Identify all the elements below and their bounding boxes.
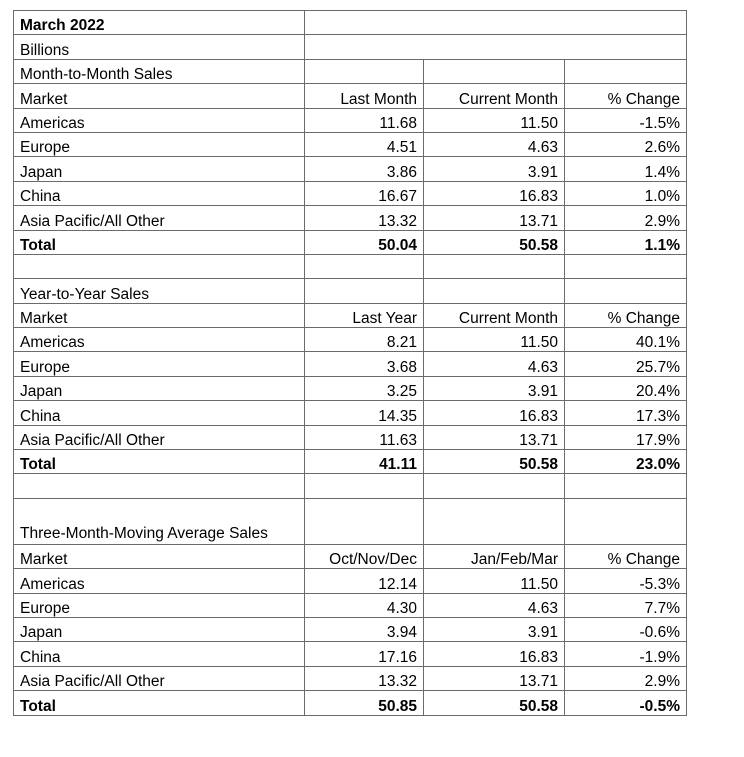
percent-change-column-header: % Change xyxy=(565,544,687,568)
table-row xyxy=(14,642,687,666)
empty-cell xyxy=(305,254,424,278)
market-name: Japan xyxy=(14,157,305,181)
empty-cell xyxy=(424,279,565,303)
market-name: Asia Pacific/All Other xyxy=(14,666,305,690)
units-label: Billions xyxy=(14,35,305,59)
prior-period-column-header: Oct/Nov/Dec xyxy=(305,544,424,568)
current-value: 16.83 xyxy=(424,642,565,666)
prior-value: 4.51 xyxy=(305,132,424,156)
table-row xyxy=(14,425,687,449)
total-label: Total xyxy=(14,691,305,715)
empty-cell xyxy=(565,474,687,498)
prior-value: 3.86 xyxy=(305,157,424,181)
market-name: Europe xyxy=(14,352,305,376)
empty-cell xyxy=(305,474,424,498)
percent-change: -1.5% xyxy=(565,108,687,132)
empty-cell xyxy=(305,498,424,544)
prior-value: 12.14 xyxy=(305,569,424,593)
table-row xyxy=(14,108,687,132)
units-row xyxy=(14,35,687,59)
empty-cell xyxy=(424,474,565,498)
empty-cell xyxy=(305,59,424,83)
section-title-row xyxy=(14,59,687,83)
current-value: 4.63 xyxy=(424,352,565,376)
empty-cell xyxy=(305,279,424,303)
prior-value: 13.32 xyxy=(305,206,424,230)
percent-change: 2.6% xyxy=(565,132,687,156)
sales-table xyxy=(13,10,687,716)
total-prior-value: 50.85 xyxy=(305,691,424,715)
prior-value: 3.25 xyxy=(305,376,424,400)
total-current-value: 50.58 xyxy=(424,691,565,715)
report-title: March 2022 xyxy=(14,11,305,35)
prior-value: 17.16 xyxy=(305,642,424,666)
market-name: China xyxy=(14,181,305,205)
empty-cell xyxy=(424,498,565,544)
percent-change: 2.9% xyxy=(565,666,687,690)
section-title: Three-Month-Moving Average Sales xyxy=(14,498,305,544)
current-value: 3.91 xyxy=(424,376,565,400)
total-current-value: 50.58 xyxy=(424,230,565,254)
current-value: 3.91 xyxy=(424,617,565,641)
current-value: 4.63 xyxy=(424,132,565,156)
market-name: Europe xyxy=(14,132,305,156)
market-name: Asia Pacific/All Other xyxy=(14,206,305,230)
empty-cell xyxy=(565,59,687,83)
current-value: 4.63 xyxy=(424,593,565,617)
market-name: China xyxy=(14,401,305,425)
prior-value: 4.30 xyxy=(305,593,424,617)
table-row xyxy=(14,617,687,641)
prior-value: 13.32 xyxy=(305,666,424,690)
percent-change: 1.0% xyxy=(565,181,687,205)
prior-value: 8.21 xyxy=(305,328,424,352)
prior-period-column-header: Last Year xyxy=(305,303,424,327)
column-header-row xyxy=(14,84,687,108)
prior-value: 16.67 xyxy=(305,181,424,205)
prior-value: 3.68 xyxy=(305,352,424,376)
market-name: Europe xyxy=(14,593,305,617)
market-name: Americas xyxy=(14,328,305,352)
current-period-column-header: Current Month xyxy=(424,303,565,327)
percent-change-column-header: % Change xyxy=(565,303,687,327)
total-percent-change: 1.1% xyxy=(565,230,687,254)
current-period-column-header: Current Month xyxy=(424,84,565,108)
column-header-row xyxy=(14,303,687,327)
market-column-header: Market xyxy=(14,84,305,108)
table-row xyxy=(14,352,687,376)
current-value: 16.83 xyxy=(424,401,565,425)
empty-cell xyxy=(565,279,687,303)
current-value: 13.71 xyxy=(424,206,565,230)
percent-change: 17.9% xyxy=(565,425,687,449)
market-name: Asia Pacific/All Other xyxy=(14,425,305,449)
percent-change: -1.9% xyxy=(565,642,687,666)
current-period-column-header: Jan/Feb/Mar xyxy=(424,544,565,568)
percent-change: 17.3% xyxy=(565,401,687,425)
prior-value: 11.63 xyxy=(305,425,424,449)
percent-change: 20.4% xyxy=(565,376,687,400)
market-name: Americas xyxy=(14,108,305,132)
current-value: 13.71 xyxy=(424,425,565,449)
table-row xyxy=(14,376,687,400)
percent-change: 40.1% xyxy=(565,328,687,352)
table-row xyxy=(14,132,687,156)
empty-cell xyxy=(565,254,687,278)
spacer-row xyxy=(14,254,687,278)
percent-change: 25.7% xyxy=(565,352,687,376)
table-row xyxy=(14,328,687,352)
prior-value: 14.35 xyxy=(305,401,424,425)
market-name: Japan xyxy=(14,617,305,641)
total-current-value: 50.58 xyxy=(424,450,565,474)
current-value: 13.71 xyxy=(424,666,565,690)
current-value: 11.50 xyxy=(424,569,565,593)
percent-change: -5.3% xyxy=(565,569,687,593)
section-title-row xyxy=(14,279,687,303)
current-value: 11.50 xyxy=(424,328,565,352)
market-name: Japan xyxy=(14,376,305,400)
table-row xyxy=(14,181,687,205)
prior-value: 11.68 xyxy=(305,108,424,132)
current-value: 3.91 xyxy=(424,157,565,181)
total-prior-value: 50.04 xyxy=(305,230,424,254)
table-row xyxy=(14,206,687,230)
empty-cell xyxy=(424,254,565,278)
percent-change-column-header: % Change xyxy=(565,84,687,108)
current-value: 16.83 xyxy=(424,181,565,205)
market-column-header: Market xyxy=(14,303,305,327)
total-row xyxy=(14,230,687,254)
table-row xyxy=(14,666,687,690)
empty-cell xyxy=(305,35,687,59)
empty-cell xyxy=(14,254,305,278)
empty-cell xyxy=(565,498,687,544)
section-title-row xyxy=(14,498,687,544)
table-row xyxy=(14,401,687,425)
table-row xyxy=(14,157,687,181)
total-label: Total xyxy=(14,450,305,474)
spacer-row xyxy=(14,474,687,498)
section-title: Month-to-Month Sales xyxy=(14,59,305,83)
column-header-row xyxy=(14,544,687,568)
total-row xyxy=(14,691,687,715)
total-row xyxy=(14,450,687,474)
total-label: Total xyxy=(14,230,305,254)
percent-change: -0.6% xyxy=(565,617,687,641)
empty-cell xyxy=(424,59,565,83)
total-percent-change: -0.5% xyxy=(565,691,687,715)
percent-change: 7.7% xyxy=(565,593,687,617)
table-row xyxy=(14,569,687,593)
percent-change: 1.4% xyxy=(565,157,687,181)
prior-period-column-header: Last Month xyxy=(305,84,424,108)
title-row xyxy=(14,11,687,35)
section-title: Year-to-Year Sales xyxy=(14,279,305,303)
current-value: 11.50 xyxy=(424,108,565,132)
market-name: China xyxy=(14,642,305,666)
table-row xyxy=(14,593,687,617)
empty-cell xyxy=(14,474,305,498)
percent-change: 2.9% xyxy=(565,206,687,230)
prior-value: 3.94 xyxy=(305,617,424,641)
market-column-header: Market xyxy=(14,544,305,568)
market-name: Americas xyxy=(14,569,305,593)
total-prior-value: 41.11 xyxy=(305,450,424,474)
total-percent-change: 23.0% xyxy=(565,450,687,474)
empty-cell xyxy=(305,11,687,35)
